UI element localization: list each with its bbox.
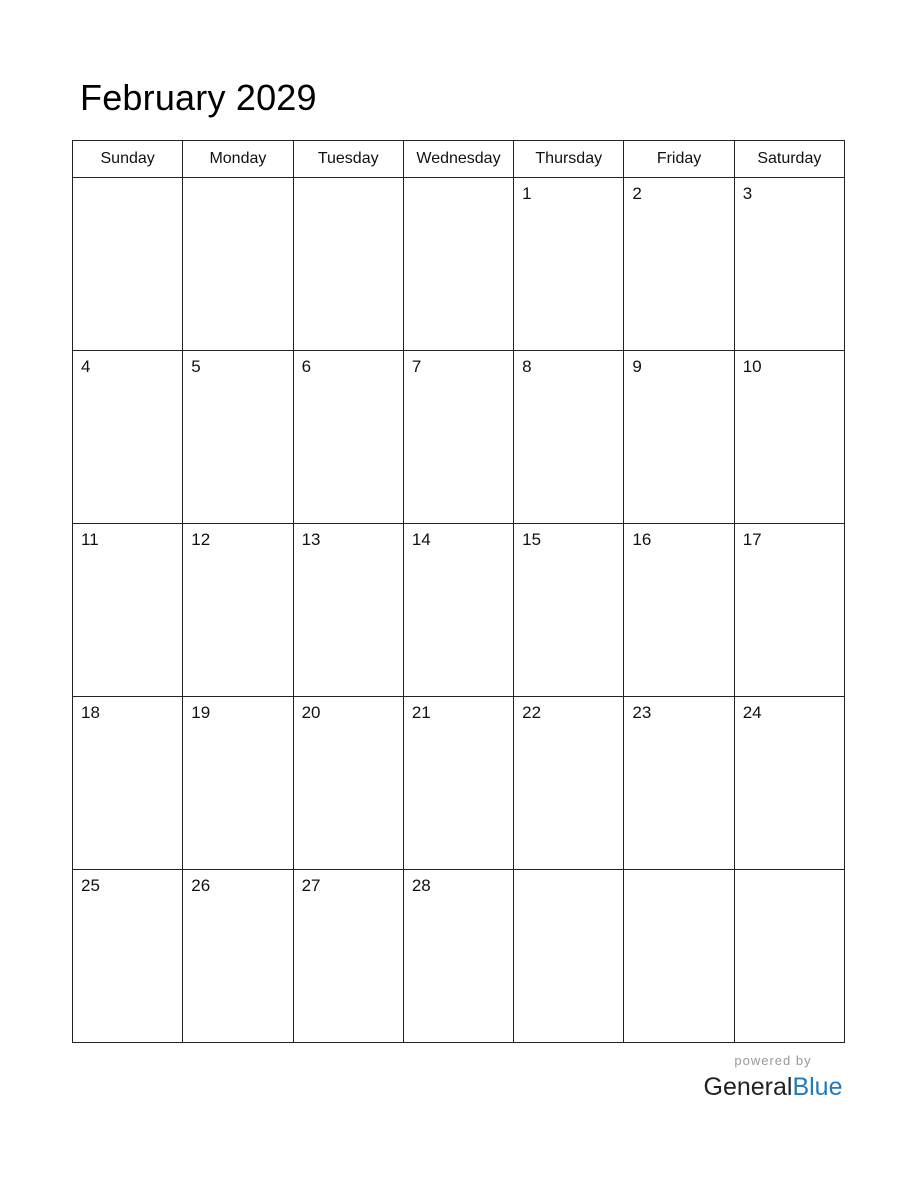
day-number: 22 bbox=[522, 703, 542, 722]
day-number: 17 bbox=[742, 530, 762, 549]
day-cell bbox=[183, 870, 293, 1043]
weekday-header: Friday bbox=[624, 141, 734, 178]
weekday-header: Monday bbox=[183, 141, 293, 178]
day-cell bbox=[73, 524, 183, 697]
day-cell bbox=[73, 351, 183, 524]
day-cell bbox=[403, 178, 513, 351]
day-cell bbox=[183, 178, 293, 351]
weekday-header: Thursday bbox=[514, 141, 624, 178]
day-cell bbox=[734, 870, 844, 1043]
day-cell bbox=[403, 524, 513, 697]
day-cell bbox=[183, 697, 293, 870]
day-cell bbox=[624, 697, 734, 870]
day-number: 3 bbox=[742, 184, 753, 203]
day-cell bbox=[734, 524, 844, 697]
day-number: 10 bbox=[742, 357, 762, 376]
day-cell bbox=[293, 178, 403, 351]
day-number: 8 bbox=[522, 357, 532, 376]
day-number: 7 bbox=[411, 357, 422, 376]
day-cell bbox=[293, 351, 403, 524]
day-cell bbox=[293, 697, 403, 870]
logo-general-text: General bbox=[703, 1073, 793, 1101]
day-number: 4 bbox=[81, 357, 91, 376]
day-cell bbox=[73, 870, 183, 1043]
day-number bbox=[183, 178, 292, 184]
generalblue-logo bbox=[690, 1070, 856, 1104]
day-number: 25 bbox=[81, 876, 100, 895]
day-cell bbox=[514, 524, 624, 697]
day-number: 1 bbox=[522, 184, 532, 203]
day-cell bbox=[624, 178, 734, 351]
day-number: 27 bbox=[301, 876, 321, 895]
day-cell bbox=[514, 697, 624, 870]
weekday-header: Tuesday bbox=[293, 141, 403, 178]
day-number: 5 bbox=[191, 357, 201, 376]
day-cell bbox=[514, 351, 624, 524]
day-number: 21 bbox=[411, 703, 431, 722]
day-number: 20 bbox=[301, 703, 321, 722]
day-cell bbox=[734, 351, 844, 524]
day-cell bbox=[624, 524, 734, 697]
day-number: 24 bbox=[742, 703, 762, 722]
day-number bbox=[514, 870, 623, 876]
day-number: 13 bbox=[301, 530, 321, 549]
day-number: 28 bbox=[411, 876, 431, 895]
day-number bbox=[624, 870, 733, 876]
day-number bbox=[294, 178, 403, 184]
day-number: 15 bbox=[522, 530, 542, 549]
day-cell bbox=[734, 178, 844, 351]
day-cell bbox=[403, 697, 513, 870]
day-number: 16 bbox=[632, 530, 652, 549]
week-row bbox=[73, 178, 845, 351]
day-cell bbox=[73, 178, 183, 351]
week-row bbox=[73, 351, 845, 524]
day-number: 11 bbox=[81, 530, 99, 549]
day-cell bbox=[624, 870, 734, 1043]
day-number bbox=[73, 178, 182, 184]
day-cell bbox=[624, 351, 734, 524]
logo-blue-text: Blue bbox=[792, 1073, 843, 1101]
day-number: 18 bbox=[81, 703, 100, 722]
weekday-header: Saturday bbox=[734, 141, 844, 178]
calendar-title: February 2029 bbox=[80, 77, 317, 118]
day-number: 26 bbox=[191, 876, 211, 895]
weekday-header-row bbox=[73, 141, 845, 178]
day-number bbox=[404, 178, 513, 184]
weekday-header: Sunday bbox=[73, 141, 183, 178]
day-cell bbox=[293, 524, 403, 697]
day-cell bbox=[403, 351, 513, 524]
generalblue-branding bbox=[690, 1052, 856, 1104]
day-number bbox=[735, 870, 844, 876]
day-cell bbox=[514, 870, 624, 1043]
day-number: 12 bbox=[191, 530, 211, 549]
day-cell bbox=[514, 178, 624, 351]
day-number: 2 bbox=[632, 184, 642, 203]
week-row bbox=[73, 870, 845, 1043]
day-cell bbox=[73, 697, 183, 870]
day-number: 23 bbox=[632, 703, 652, 722]
week-row bbox=[73, 524, 845, 697]
day-number: 9 bbox=[632, 357, 642, 376]
weekday-header: Wednesday bbox=[403, 141, 513, 178]
day-cell bbox=[403, 870, 513, 1043]
calendar-grid bbox=[72, 140, 845, 1043]
day-cell bbox=[734, 697, 844, 870]
day-cell bbox=[183, 351, 293, 524]
day-cell bbox=[293, 870, 403, 1043]
day-number: 14 bbox=[411, 530, 431, 549]
powered-by-text: powered by bbox=[734, 1053, 812, 1068]
day-number: 6 bbox=[301, 357, 312, 376]
day-number: 19 bbox=[191, 703, 211, 722]
day-cell bbox=[183, 524, 293, 697]
week-row bbox=[73, 697, 845, 870]
